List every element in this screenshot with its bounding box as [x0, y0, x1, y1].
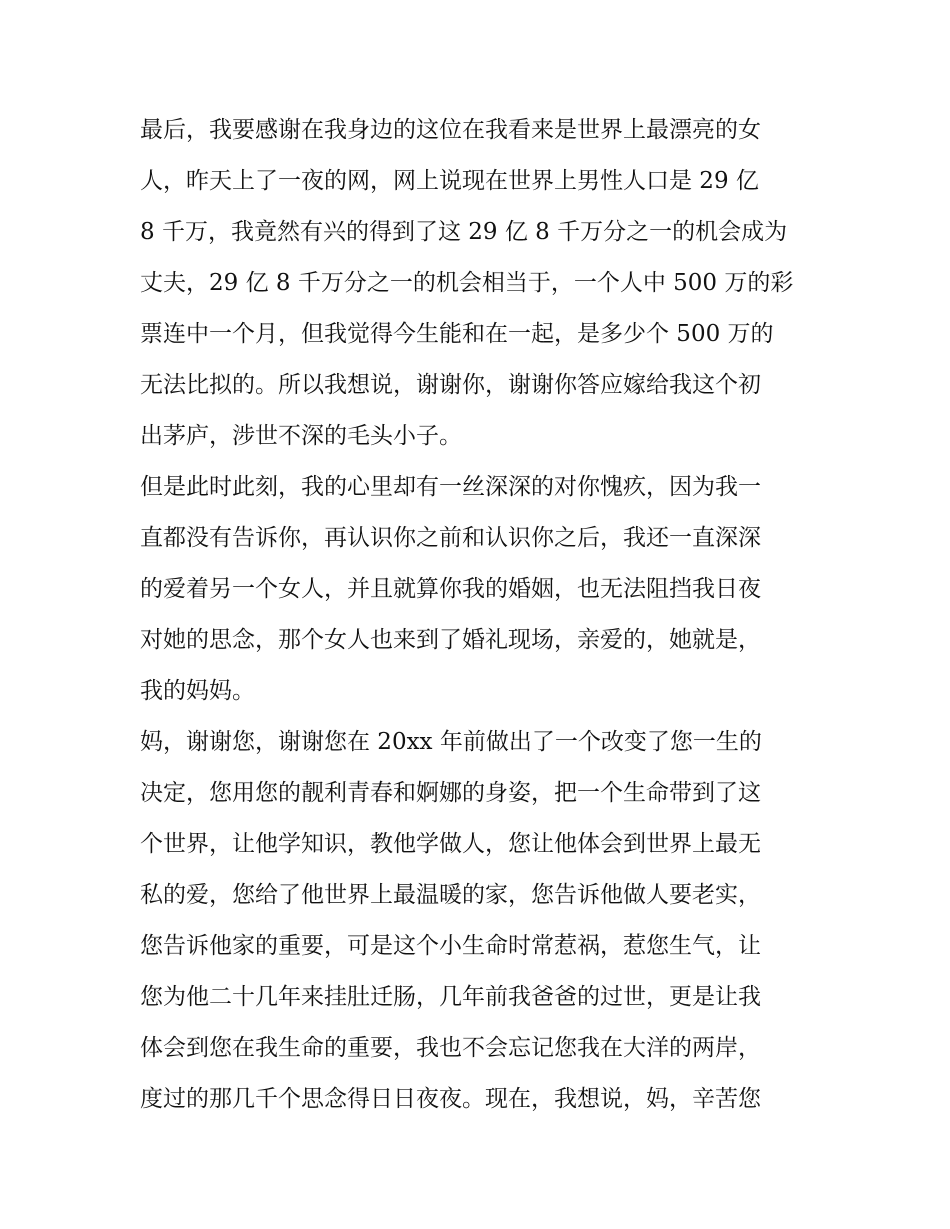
- text-line: 人，昨天上了一夜的网，网上说现在世界上男性人口是 29 亿: [140, 168, 759, 194]
- paragraph-thanks-wife: [140, 105, 812, 462]
- body-text: [140, 105, 812, 1125]
- text-line: 对她的思念，那个女人也来到了婚礼现场，亲爱的，她就是，: [140, 627, 761, 653]
- text-line: 个世界，让他学知识，教他学做人，您让他体会到世界上最无: [140, 831, 761, 857]
- text-line: 票连中一个月，但我觉得今生能和在一起，是多少个 500 万的: [140, 321, 774, 347]
- text-line: 私的爱，您给了他世界上最温暖的家，您告诉他做人要老实，: [140, 882, 761, 908]
- text-line: 度过的那几千个思念得日日夜夜。现在，我想说，妈，辛苦您: [140, 1086, 761, 1112]
- text-line: 您告诉他家的重要，可是这个小生命时常惹祸，惹您生气，让: [140, 933, 761, 959]
- text-line: 最后，我要感谢在我身边的这位在我看来是世界上最漂亮的女: [140, 117, 761, 143]
- text-line: 无法比拟的。所以我想说，谢谢你，谢谢你答应嫁给我这个初: [140, 372, 761, 398]
- text-line: 但是此时此刻，我的心里却有一丝深深的对你愧疚，因为我一: [140, 474, 761, 500]
- text-line: 丈夫，29 亿 8 千万分之一的机会相当于，一个人中 500 万的彩: [140, 270, 794, 296]
- text-line: 体会到您在我生命的重要，我也不会忘记您我在大洋的两岸，: [140, 1035, 761, 1061]
- paragraph-thanks-mother: [140, 717, 812, 1125]
- paragraph-confession: [140, 462, 812, 717]
- text-line: 出茅庐，涉世不深的毛头小子。: [140, 423, 462, 449]
- text-line: 妈，谢谢您，谢谢您在 20xx 年前做出了一个改变了您一生的: [140, 729, 762, 755]
- text-line: 直都没有告诉你，再认识你之前和认识你之后，我还一直深深: [140, 525, 761, 551]
- text-line: 您为他二十几年来挂肚迁肠，几年前我爸爸的过世，更是让我: [140, 984, 761, 1010]
- text-line: 的爱着另一个女人，并且就算你我的婚姻，也无法阻挡我日夜: [140, 576, 761, 602]
- text-line: 我的妈妈。: [140, 678, 255, 704]
- text-line: 决定，您用您的靓利青春和婀娜的身姿，把一个生命带到了这: [140, 780, 761, 806]
- text-line: 8 千万，我竟然有兴的得到了这 29 亿 8 千万分之一的机会成为: [140, 219, 788, 245]
